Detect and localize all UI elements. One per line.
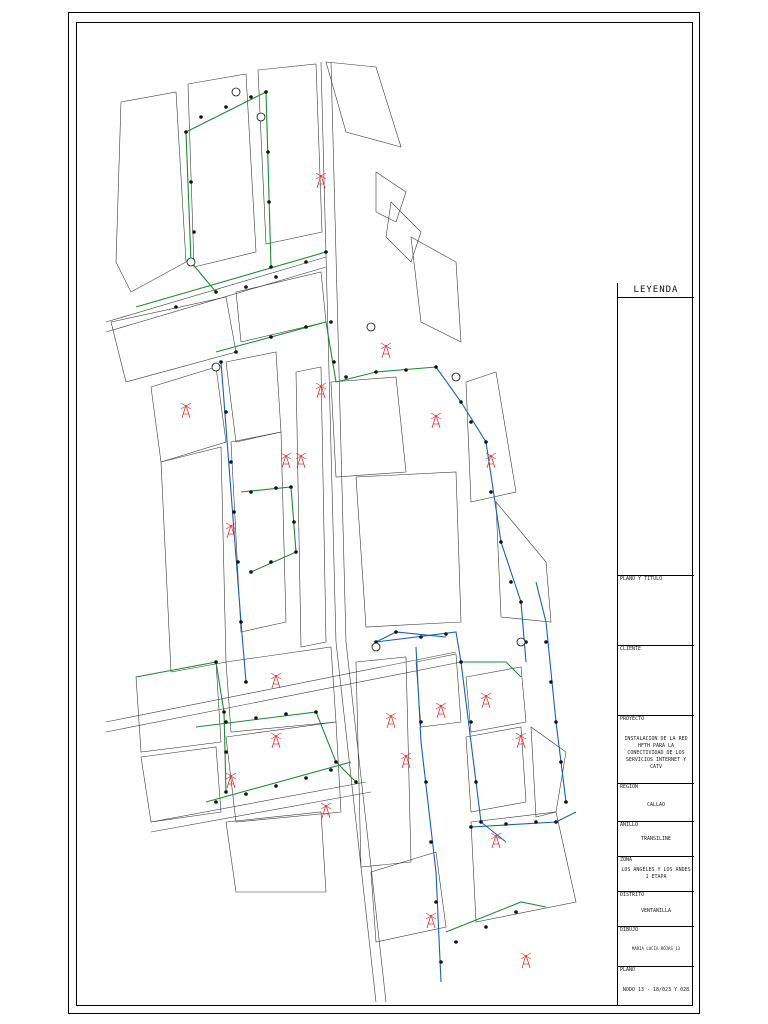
cable-route xyxy=(471,812,576,827)
pole-marker xyxy=(269,335,273,339)
pole-marker xyxy=(174,305,178,309)
antenna-mast xyxy=(437,705,445,718)
antenna-arms xyxy=(321,803,331,809)
cable-route xyxy=(416,647,441,982)
antenna-mast xyxy=(282,455,290,468)
label-plano-titulo: PLANO Y TITULO xyxy=(620,576,663,582)
street-block xyxy=(376,172,406,222)
street-block xyxy=(471,812,576,922)
node-circle xyxy=(187,258,195,266)
street-block xyxy=(326,62,401,147)
antenna-mast xyxy=(522,955,530,968)
antenna-arms xyxy=(316,383,326,389)
antenna-mast xyxy=(297,455,305,468)
pole-marker xyxy=(232,510,236,514)
node-circle xyxy=(232,88,240,96)
street-block xyxy=(151,367,226,462)
antenna-arms xyxy=(431,413,441,419)
antenna-tower xyxy=(321,803,331,818)
pole-marker xyxy=(469,420,473,424)
antenna-arms xyxy=(481,693,491,699)
pole-marker xyxy=(254,716,258,720)
street-block xyxy=(136,662,221,752)
value-plano: NODO 13 - 18/023 Y 028 xyxy=(622,987,690,993)
antenna-arms xyxy=(426,913,436,919)
section-proyecto xyxy=(618,715,694,783)
street-block xyxy=(466,667,526,732)
pole-marker xyxy=(304,325,308,329)
antenna-mast xyxy=(387,715,395,728)
pole-marker xyxy=(314,710,318,714)
antenna-tower xyxy=(481,693,491,708)
pole-marker xyxy=(249,95,253,99)
pole-marker xyxy=(474,780,478,784)
pole-marker xyxy=(214,800,218,804)
street-line xyxy=(106,267,326,332)
pole-marker xyxy=(324,250,328,254)
pole-marker xyxy=(304,776,308,780)
street-block xyxy=(356,657,411,867)
pole-marker xyxy=(499,540,503,544)
pole-marker xyxy=(249,490,253,494)
label-cliente: CLIENTE xyxy=(620,646,642,652)
pole-marker xyxy=(554,720,558,724)
street-line xyxy=(106,257,326,322)
antenna-arms xyxy=(226,523,236,529)
antenna-tower xyxy=(516,733,526,748)
node-circle xyxy=(372,643,380,651)
street-block xyxy=(141,747,221,822)
antenna-tower xyxy=(316,383,326,398)
antenna-tower xyxy=(271,733,281,748)
antenna-tower xyxy=(386,713,396,728)
pole-marker xyxy=(429,840,433,844)
street-block xyxy=(226,647,336,732)
cable-route xyxy=(376,632,506,842)
pole-marker xyxy=(489,490,493,494)
value-distrito: VENTANILLA xyxy=(640,908,672,914)
street-block xyxy=(296,367,326,647)
pole-marker xyxy=(444,632,448,636)
label-anillo: ANILLO xyxy=(620,822,639,828)
value-dibujo: MARIA LUCIA ROJAS 13 xyxy=(631,946,681,951)
node-circle xyxy=(257,113,265,121)
pole-marker xyxy=(269,560,273,564)
antenna-arms xyxy=(271,673,281,679)
pole-marker xyxy=(434,365,438,369)
cable-route xyxy=(206,762,351,802)
pole-marker xyxy=(459,660,463,664)
antenna-arms xyxy=(486,453,496,459)
antenna-tower xyxy=(436,703,446,718)
node-circle xyxy=(212,363,220,371)
street-block xyxy=(416,654,461,727)
pole-marker xyxy=(224,720,228,724)
value-proyecto: INSTALACION DE LA RED HFTH PARA LA CONECTIVIDAD DE LOS SERVICIOS INTERNET Y CATV xyxy=(624,736,688,770)
cable-route xyxy=(136,252,326,307)
antenna-mast xyxy=(517,735,525,748)
pole-marker xyxy=(504,822,508,826)
street-block xyxy=(226,812,326,892)
pole-marker xyxy=(184,130,188,134)
pole-marker xyxy=(224,105,228,109)
pole-marker xyxy=(419,720,423,724)
section-region xyxy=(618,783,694,821)
legend-separator xyxy=(618,297,694,298)
pole-marker xyxy=(274,784,278,788)
antenna-mast xyxy=(272,735,280,748)
antenna-arms xyxy=(386,713,396,719)
pole-marker xyxy=(224,790,228,794)
pole-marker xyxy=(224,750,228,754)
pole-marker xyxy=(274,486,278,490)
pole-marker xyxy=(549,680,553,684)
antenna-tower xyxy=(181,403,191,418)
section-cliente xyxy=(618,645,694,715)
label-proyecto: PROYECTO xyxy=(620,716,645,722)
antenna-mast xyxy=(432,415,440,428)
pole-marker xyxy=(519,600,523,604)
section-dibujo xyxy=(618,926,694,966)
cable-route xyxy=(221,362,246,682)
pole-marker xyxy=(249,570,253,574)
street-block xyxy=(411,237,461,342)
street-block xyxy=(188,74,256,267)
pole-marker xyxy=(234,350,238,354)
antenna-tower xyxy=(316,173,326,188)
antenna-mast xyxy=(317,385,325,398)
label-plano: PLANO xyxy=(620,967,636,973)
cable-route xyxy=(536,582,566,802)
pole-marker xyxy=(219,360,223,364)
legend-title: LEYENDA xyxy=(633,285,679,295)
pole-marker xyxy=(224,410,228,414)
section-distrito xyxy=(618,891,694,926)
street-block xyxy=(226,352,281,442)
label-distrito: DISTRITO xyxy=(620,892,645,898)
street-block xyxy=(356,472,461,627)
street-block xyxy=(531,727,566,817)
node-circle xyxy=(367,323,375,331)
pole-marker xyxy=(192,230,196,234)
pole-marker xyxy=(199,115,203,119)
pole-marker xyxy=(332,360,336,364)
pole-marker xyxy=(514,910,518,914)
title-block xyxy=(617,283,693,1006)
pole-marker xyxy=(454,940,458,944)
pole-marker xyxy=(509,580,513,584)
node-circle xyxy=(452,373,460,381)
pole-marker xyxy=(554,820,558,824)
cable-route xyxy=(461,662,521,677)
label-zona: ZONA xyxy=(620,857,633,863)
cable-route xyxy=(241,487,296,572)
pole-marker xyxy=(329,320,333,324)
pole-marker xyxy=(236,560,240,564)
street-line xyxy=(106,652,456,722)
pole-marker xyxy=(294,550,298,554)
section-zona xyxy=(618,856,694,891)
cable-route xyxy=(446,902,546,932)
label-region: REGION xyxy=(620,784,639,790)
antenna-mast xyxy=(272,675,280,688)
pole-marker xyxy=(292,520,296,524)
pole-marker xyxy=(222,710,226,714)
value-zona: LOS ANGELES Y LOS ANDES 1 ETAPA xyxy=(621,867,691,880)
cable-route xyxy=(216,322,436,382)
antenna-tower xyxy=(401,753,411,768)
cable-routes xyxy=(136,92,576,982)
pole-marker xyxy=(354,780,358,784)
pole-marker xyxy=(239,620,243,624)
pole-marker xyxy=(244,792,248,796)
pole-marker xyxy=(344,375,348,379)
antenna-arms xyxy=(436,703,446,709)
section-anillo xyxy=(618,821,694,856)
street-block xyxy=(466,372,516,502)
street-block xyxy=(466,727,526,812)
pole-marker xyxy=(374,370,378,374)
street-block xyxy=(331,377,406,477)
street-line xyxy=(331,62,386,1002)
street-block xyxy=(161,447,226,672)
pole-marker xyxy=(189,180,193,184)
pole-marker xyxy=(214,660,218,664)
antenna-tower xyxy=(491,833,501,848)
section-plano xyxy=(618,966,694,1006)
street-blocks xyxy=(106,62,576,1002)
street-network-map xyxy=(76,22,616,1006)
pole-marker xyxy=(544,640,548,644)
antenna-mast xyxy=(427,915,435,928)
antenna-tower xyxy=(426,913,436,928)
pole-marker xyxy=(484,440,488,444)
pole-marker xyxy=(404,368,408,372)
pole-marker xyxy=(269,265,273,269)
pole-marker xyxy=(559,760,563,764)
street-block xyxy=(496,502,551,622)
antenna-arms xyxy=(401,753,411,759)
antenna-arms xyxy=(516,733,526,739)
antenna-tower xyxy=(281,453,291,468)
pole-marker xyxy=(439,960,443,964)
pole-marker xyxy=(479,820,483,824)
pole-marker xyxy=(289,485,293,489)
antenna-mast xyxy=(182,405,190,418)
pole-marker xyxy=(304,260,308,264)
pole-marker xyxy=(459,400,463,404)
pole-marker xyxy=(534,820,538,824)
legend-panel xyxy=(618,283,694,575)
value-anillo: TRANSILINE xyxy=(640,836,672,842)
cable-route xyxy=(136,662,216,677)
antenna-mast xyxy=(322,805,330,818)
section-plano-titulo xyxy=(618,575,694,645)
cable-route xyxy=(436,367,526,662)
antenna-tower xyxy=(271,673,281,688)
street-block xyxy=(236,272,326,342)
pole-marker xyxy=(329,768,333,772)
antenna-mast xyxy=(482,695,490,708)
pole-marker xyxy=(244,285,248,289)
pole-marker xyxy=(214,290,218,294)
pole-marker xyxy=(394,630,398,634)
antenna-mast xyxy=(382,345,390,358)
antenna-arms xyxy=(281,453,291,459)
value-region: CALLAO xyxy=(646,802,666,808)
pole-marker xyxy=(274,275,278,279)
antenna-tower xyxy=(381,343,391,358)
pole-marker xyxy=(244,680,248,684)
node-circle xyxy=(517,638,525,646)
pole-marker xyxy=(484,925,488,929)
antenna-tower xyxy=(521,953,531,968)
antenna-arms xyxy=(181,403,191,409)
antenna-tower xyxy=(431,413,441,428)
pole-marker xyxy=(229,460,233,464)
pole-marker xyxy=(334,760,338,764)
pole-marker xyxy=(564,800,568,804)
antenna-mast xyxy=(492,835,500,848)
pole-marker xyxy=(469,720,473,724)
pole-marker xyxy=(284,712,288,716)
pole-marker xyxy=(434,900,438,904)
street-block xyxy=(386,202,421,262)
antenna-arms xyxy=(316,173,326,179)
street-line xyxy=(321,62,376,1002)
antenna-symbols xyxy=(181,173,531,968)
antenna-arms xyxy=(271,733,281,739)
pole-marker xyxy=(264,90,268,94)
street-block xyxy=(116,92,186,292)
pole-marker xyxy=(469,825,473,829)
antenna-arms xyxy=(521,953,531,959)
pole-marker xyxy=(424,780,428,784)
antenna-arms xyxy=(381,343,391,349)
pole-marker xyxy=(419,635,423,639)
pole-marker xyxy=(266,150,270,154)
label-dibujo: DIBUJO xyxy=(620,927,639,933)
pole-marker xyxy=(267,200,271,204)
